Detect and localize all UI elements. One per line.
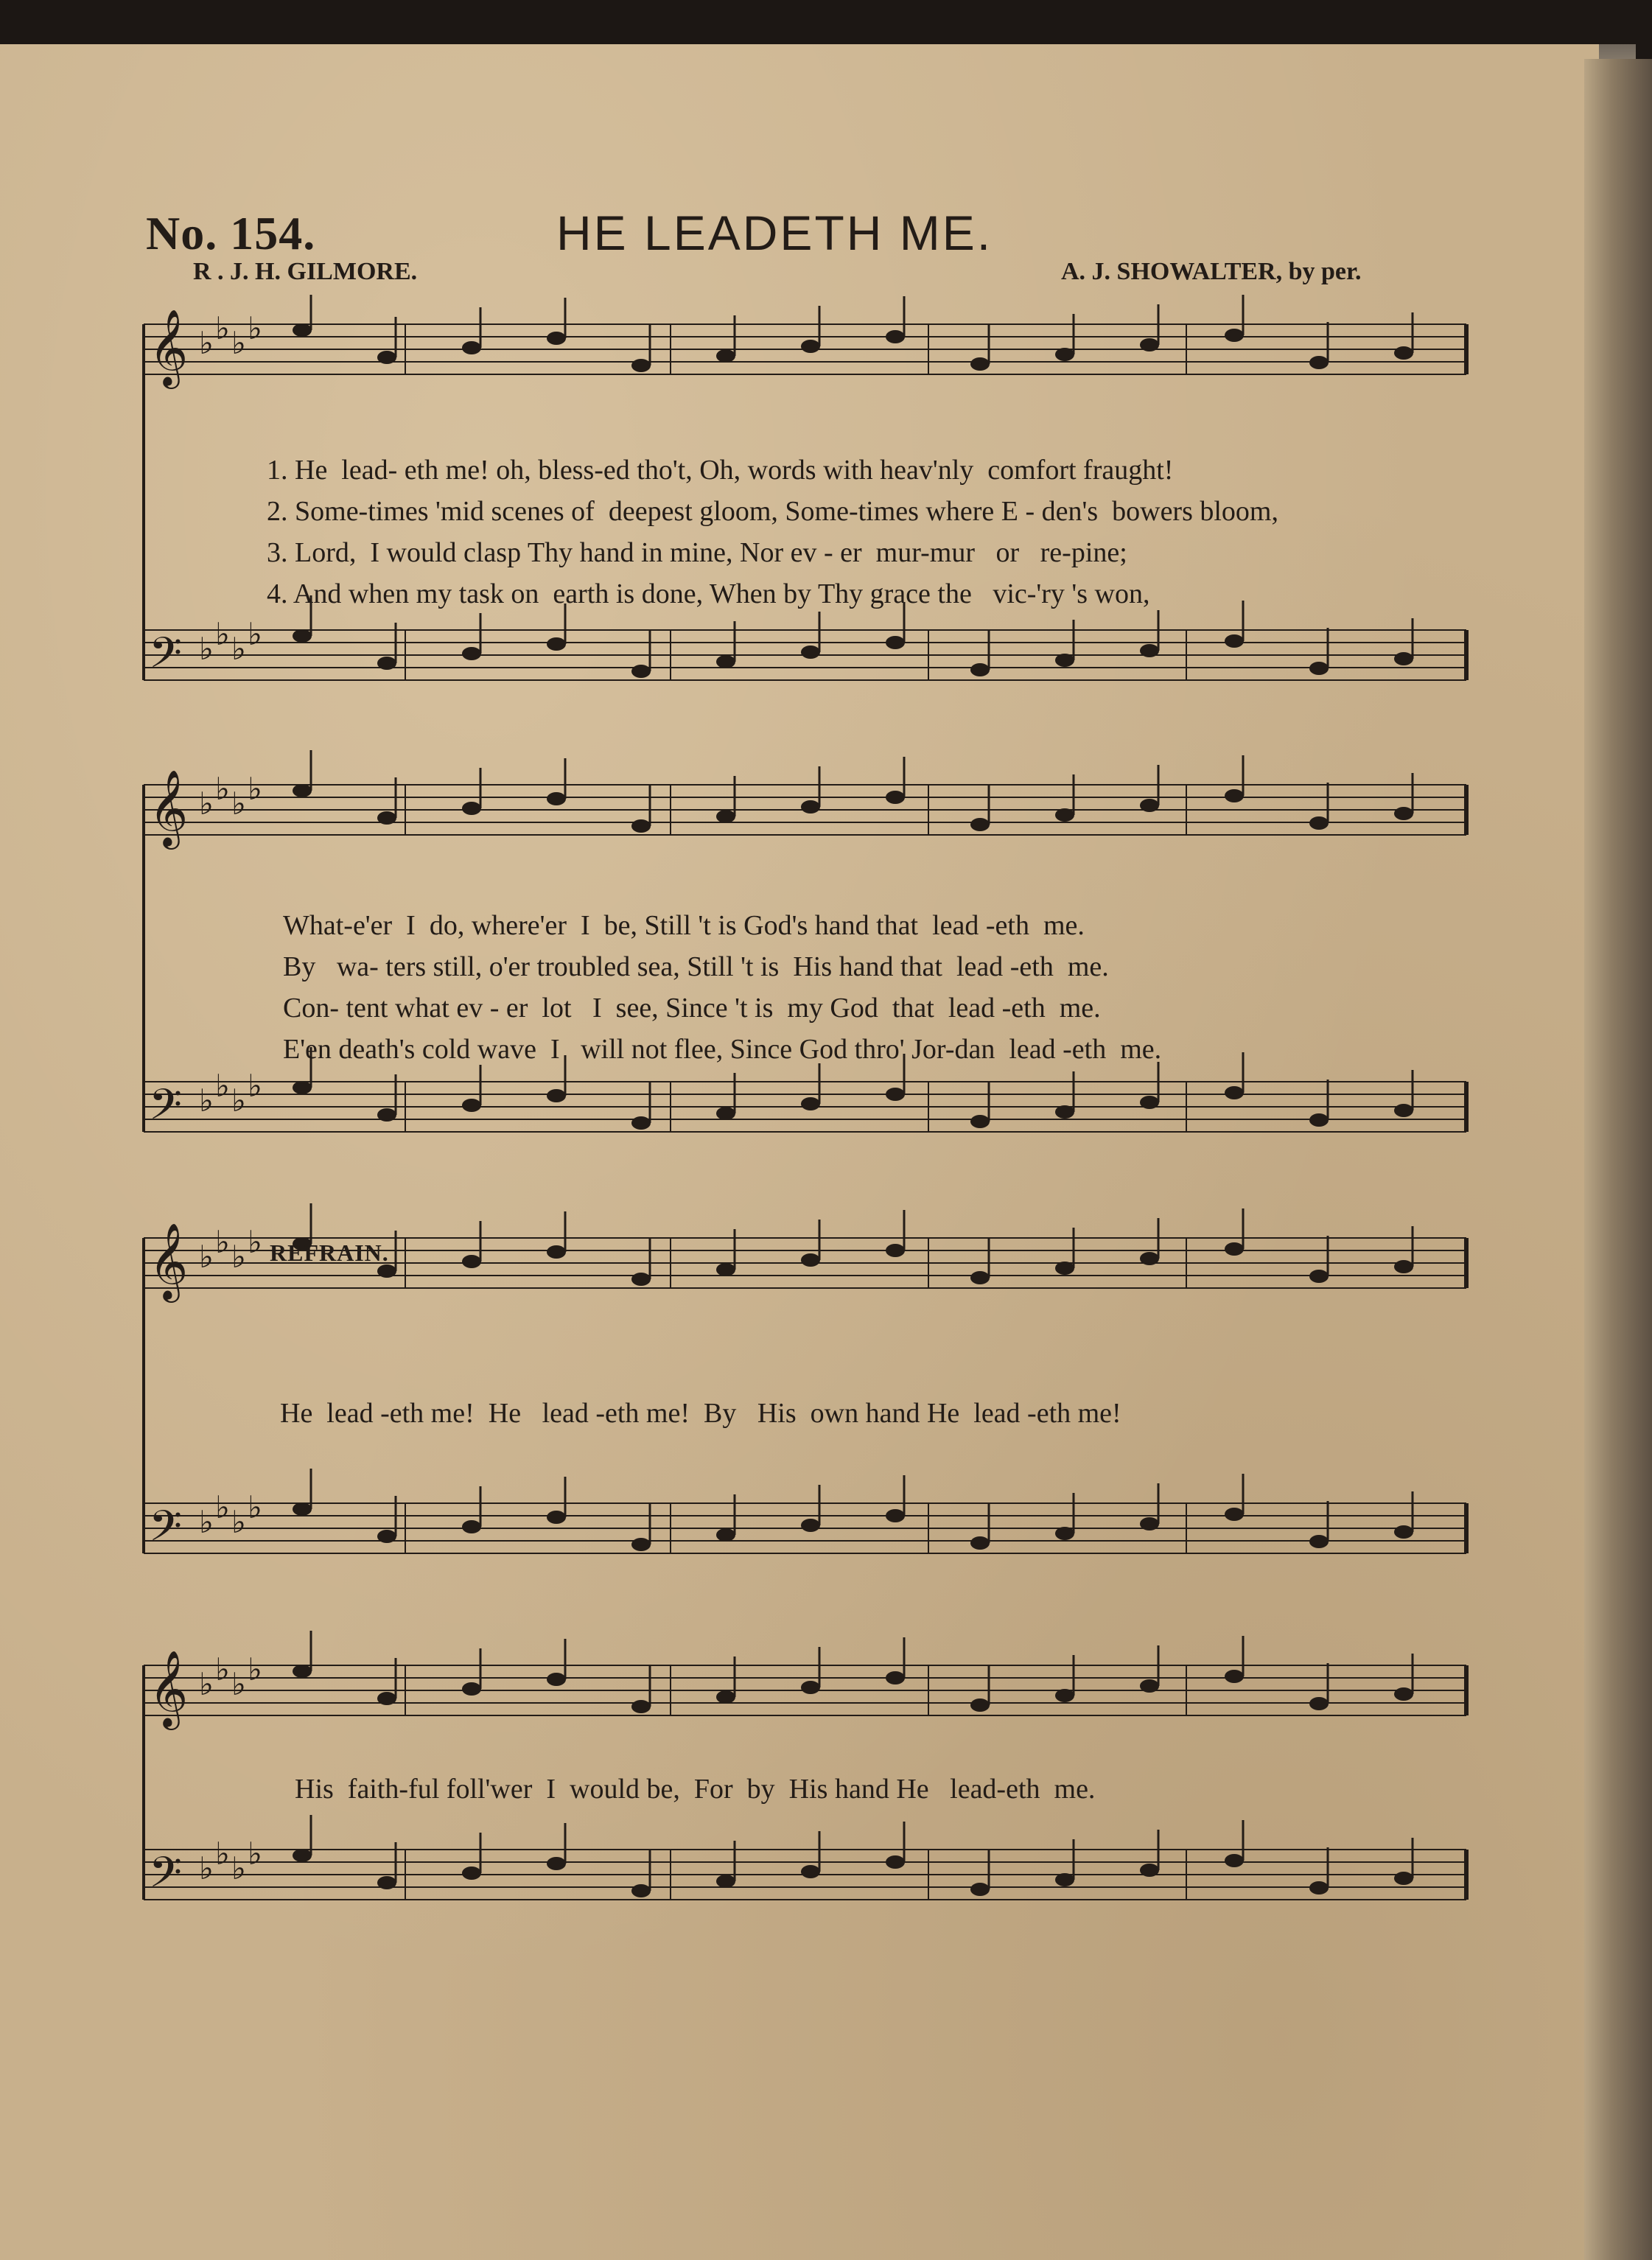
note-head [462,802,481,815]
note-head [462,1867,481,1880]
note-head [293,629,312,643]
note-head [970,357,990,371]
bass-clef-icon: 𝄢 [149,1847,183,1908]
flat-sign-icon: ♭ [199,786,214,822]
refrain-line-2: His faith-ful foll'wer I would be, For by His hand He lead-eth me. [295,1774,1096,1805]
note-head [1309,1270,1329,1283]
note-head [716,349,735,363]
verse-2-line-1: 2. Some-times 'mid scenes of deepest gloom, Some-times where E - den's bowers bloom, [267,496,1278,527]
note-head [1140,1517,1159,1530]
verse-1-line-2: What-e'er I do, where'er I be, Still 't is God's hand that lead -eth me. [283,910,1085,941]
note-head [1140,1679,1159,1693]
note-head [631,1700,651,1713]
note-head [1140,799,1159,812]
note-head [801,1097,820,1110]
note-head [1140,1252,1159,1265]
note-head [631,1884,651,1897]
flat-sign-icon: ♭ [199,325,214,361]
flat-sign-icon: ♭ [231,1082,246,1119]
verse-1-line-1: 1. He lead- eth me! oh, bless-ed tho't, Oh, words with heav'nly comfort fraught! [267,455,1174,486]
lyricist-credit: R . J. H. GILMORE. [193,258,418,285]
note-head [462,1520,481,1533]
flat-sign-icon: ♭ [199,1504,214,1540]
note-head [462,341,481,354]
flat-sign-icon: ♭ [199,1082,214,1119]
note-head [1225,634,1244,648]
note-head [1394,652,1413,665]
note-head [716,1690,735,1704]
note-head [1394,1687,1413,1701]
note-head [801,646,820,659]
flat-sign-icon: ♭ [215,1224,230,1260]
note-head [801,1519,820,1532]
note-head [1055,348,1074,361]
note-head [1394,1260,1413,1273]
note-head [1055,1689,1074,1702]
note-head [886,636,905,649]
flat-sign-icon: ♭ [248,771,262,807]
flat-sign-icon: ♭ [199,1666,214,1702]
note-head [801,1865,820,1878]
note-head [631,1116,651,1130]
note-head [1309,1535,1329,1548]
note-head [716,810,735,823]
note-head [547,332,566,345]
note-head [886,1855,905,1869]
note-head [293,1665,312,1678]
note-head [631,1538,651,1551]
note-head [547,1857,566,1870]
note-head [1394,1525,1413,1539]
note-head [293,1502,312,1516]
flat-sign-icon: ♭ [248,1489,262,1525]
verse-3-line-1: 3. Lord, I would clasp Thy hand in mine, Nor ev - er mur-mur or re-pine; [267,537,1127,568]
flat-sign-icon: ♭ [248,1836,262,1872]
refrain-label: REFRAIN. [270,1239,389,1266]
note-head [631,819,651,833]
note-head [716,655,735,668]
treble-clef-icon: 𝄞 [149,1650,189,1727]
note-head [1055,808,1074,822]
note-head [1394,1872,1413,1885]
flat-sign-icon: ♭ [248,616,262,652]
note-head [886,1088,905,1101]
note-head [547,1511,566,1524]
note-head [377,657,396,670]
note-head [801,1253,820,1267]
flat-sign-icon: ♭ [199,1239,214,1275]
treble-clef-icon: 𝄞 [149,769,189,847]
note-head [970,1271,990,1284]
note-head [801,1681,820,1694]
note-head [1309,1697,1329,1710]
note-head [886,1244,905,1257]
verse-4-line-1: 4. And when my task on earth is done, When by Thy grace the vic-'ry 's won, [267,578,1150,609]
note-head [716,1263,735,1276]
note-head [293,784,312,797]
note-head [716,1107,735,1120]
flat-sign-icon: ♭ [199,631,214,667]
note-head [293,323,312,337]
hymn-number: No. 154. [146,207,316,259]
flat-sign-icon: ♭ [231,786,246,822]
note-head [716,1528,735,1542]
note-head [377,1108,396,1122]
flat-sign-icon: ♭ [215,1489,230,1525]
note-head [1309,1113,1329,1127]
note-head [1225,1670,1244,1683]
bass-clef-icon: 𝄢 [149,1501,183,1561]
note-head [1309,356,1329,369]
flat-sign-icon: ♭ [231,1850,246,1886]
note-head [547,1245,566,1259]
note-head [1225,1086,1244,1099]
note-head [1225,329,1244,342]
note-head [547,1089,566,1102]
flat-sign-icon: ♭ [215,310,230,346]
note-head [462,1682,481,1696]
note-head [631,1273,651,1286]
note-head [377,1692,396,1705]
refrain-line-1: He lead -eth me! He lead -eth me! By His own hand He lead -eth me! [280,1398,1121,1429]
bass-clef-icon: 𝄢 [149,628,183,688]
note-head [970,818,990,831]
note-head [886,1509,905,1522]
flat-sign-icon: ♭ [199,1850,214,1886]
note-head [1140,644,1159,657]
composer-credit: A. J. SHOWALTER, by per. [1061,258,1362,285]
note-head [377,811,396,825]
note-head [1394,1104,1413,1117]
flat-sign-icon: ♭ [215,771,230,807]
note-head [1394,346,1413,360]
note-head [293,1081,312,1094]
verse-3-line-2: Con- tent what ev - er lot I see, Since 't is my God that lead -eth me. [283,993,1101,1024]
flat-sign-icon: ♭ [215,1836,230,1872]
flat-sign-icon: ♭ [248,310,262,346]
flat-sign-icon: ♭ [215,1068,230,1104]
note-head [1140,1864,1159,1877]
flat-sign-icon: ♭ [231,631,246,667]
note-head [547,792,566,805]
note-head [1309,816,1329,830]
note-head [293,1849,312,1862]
flat-sign-icon: ♭ [248,1068,262,1104]
flat-sign-icon: ♭ [248,1224,262,1260]
hymn-title: HE LEADETH ME. [556,206,993,260]
note-head [716,1875,735,1888]
note-head [547,637,566,651]
note-head [970,1115,990,1128]
note-head [1055,1527,1074,1540]
note-head [1309,662,1329,675]
note-head [462,647,481,660]
note-head [1055,654,1074,667]
note-head [1225,789,1244,802]
flat-sign-icon: ♭ [215,1651,230,1687]
note-head [1140,1096,1159,1109]
note-head [1225,1508,1244,1521]
verse-2-line-2: By wa- ters still, o'er troubled sea, Still 't is His hand that lead -eth me. [283,951,1109,982]
note-head [1225,1242,1244,1256]
note-head [462,1099,481,1112]
treble-clef-icon: 𝄞 [149,309,189,386]
note-head [1309,1881,1329,1895]
note-head [1225,1854,1244,1867]
note-head [377,351,396,364]
note-head [970,1699,990,1712]
flat-sign-icon: ♭ [231,1504,246,1540]
note-head [886,330,905,343]
book-binding [1584,59,1652,2260]
note-head [970,663,990,676]
note-head [377,1876,396,1889]
flat-sign-icon: ♭ [215,616,230,652]
bass-clef-icon: 𝄢 [149,1080,183,1140]
note-head [1055,1105,1074,1119]
note-head [970,1883,990,1896]
verse-4-line-2: E'en death's cold wave I will not flee, Since God thro' Jor-dan lead -eth me. [283,1034,1162,1065]
flat-sign-icon: ♭ [231,1666,246,1702]
note-head [1055,1873,1074,1886]
note-head [886,791,905,804]
note-head [377,1530,396,1543]
flat-sign-icon: ♭ [231,325,246,361]
note-head [547,1673,566,1686]
note-head [631,359,651,372]
note-head [801,340,820,353]
note-head [801,800,820,814]
note-head [1140,338,1159,351]
note-head [1055,1262,1074,1275]
note-head [1394,807,1413,820]
note-head [886,1671,905,1684]
treble-clef-icon: 𝄞 [149,1222,189,1300]
note-head [462,1255,481,1268]
flat-sign-icon: ♭ [231,1239,246,1275]
note-head [631,665,651,678]
note-head [970,1536,990,1550]
flat-sign-icon: ♭ [248,1651,262,1687]
